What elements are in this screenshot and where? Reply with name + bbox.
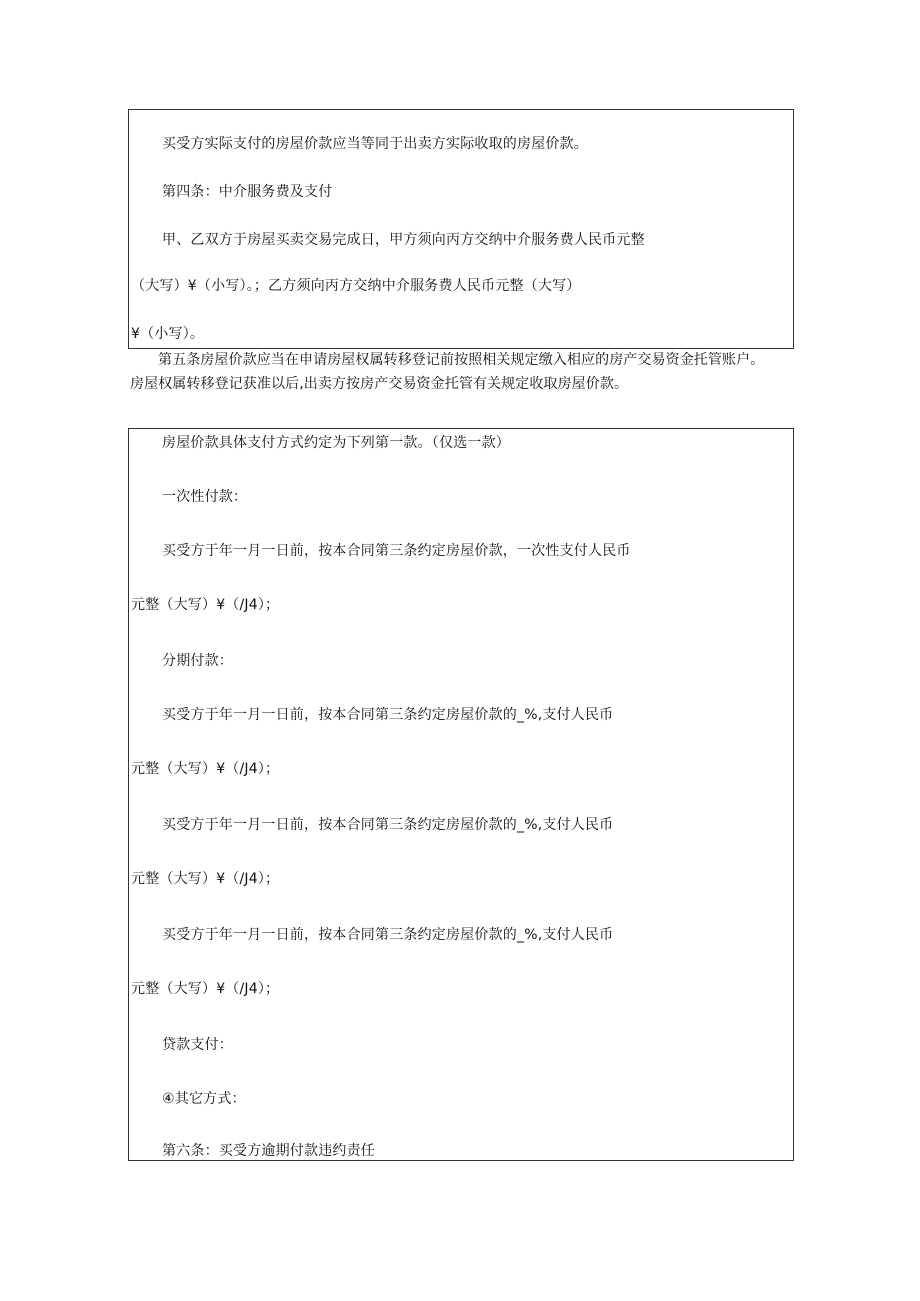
article-4-heading: 第四条：中介服务费及支付 — [162, 184, 333, 200]
lump-sum-heading: 一次性付款： — [162, 489, 248, 505]
article-5-paragraph: 第五条房屋价款应当在申请房屋权属转移登记前按照相关规定缴入相应的房产交易资金托管账户。房屋权属转移登记获准以后,出卖方按房产交易资金托管有关规定收取房屋价款。 — [130, 352, 765, 392]
clause-text-line: 买受方于年一月一日前，按本合同第三条约定房屋价款的_%,支付人民币 — [162, 927, 614, 943]
clause-text-line: （大写）¥（小写）。；乙方须向丙方交纳中介服务费人民币元整（大写） — [131, 278, 581, 294]
payment-method-intro: 房屋价款具体支付方式约定为下列第一款。（仅选一款） — [162, 435, 510, 451]
clause-text-line: 买受方于年一月一日前，按本合同第三条约定房屋价款，一次性支付人民币 — [162, 543, 631, 559]
clause-text-line: ¥（小写）。 — [131, 326, 205, 342]
clause-text-line: 元整（大写）¥（/J4）； — [131, 981, 280, 997]
article-6-heading: 第六条：买受方逾期付款违约责任 — [162, 1143, 375, 1159]
contract-clause-box-2 — [128, 428, 794, 1161]
clause-text-line: 元整（大写）¥（/J4）； — [131, 761, 280, 777]
clause-text-line: 元整（大写）¥（/J4）； — [131, 597, 280, 613]
installment-heading: 分期付款： — [162, 653, 233, 669]
clause-text-line: 买受方于年一月一日前，按本合同第三条约定房屋价款的_%,支付人民币 — [162, 707, 614, 723]
clause-text-line: 买受方实际支付的房屋价款应当等同于出卖方实际收取的房屋价款。 — [162, 136, 588, 152]
clause-text-line: 甲、乙双方于房屋买卖交易完成日，甲方须向丙方交纳中介服务费人民币元整 — [162, 232, 645, 248]
clause-text-line: 买受方于年一月一日前，按本合同第三条约定房屋价款的_%,支付人民币 — [162, 817, 614, 833]
clause-text-line: 元整（大写）¥（/J4）； — [131, 871, 280, 887]
contract-clause-box-1 — [128, 109, 794, 349]
loan-payment-heading: 贷款支付： — [162, 1037, 233, 1053]
other-methods-heading: ④其它方式： — [162, 1091, 246, 1107]
